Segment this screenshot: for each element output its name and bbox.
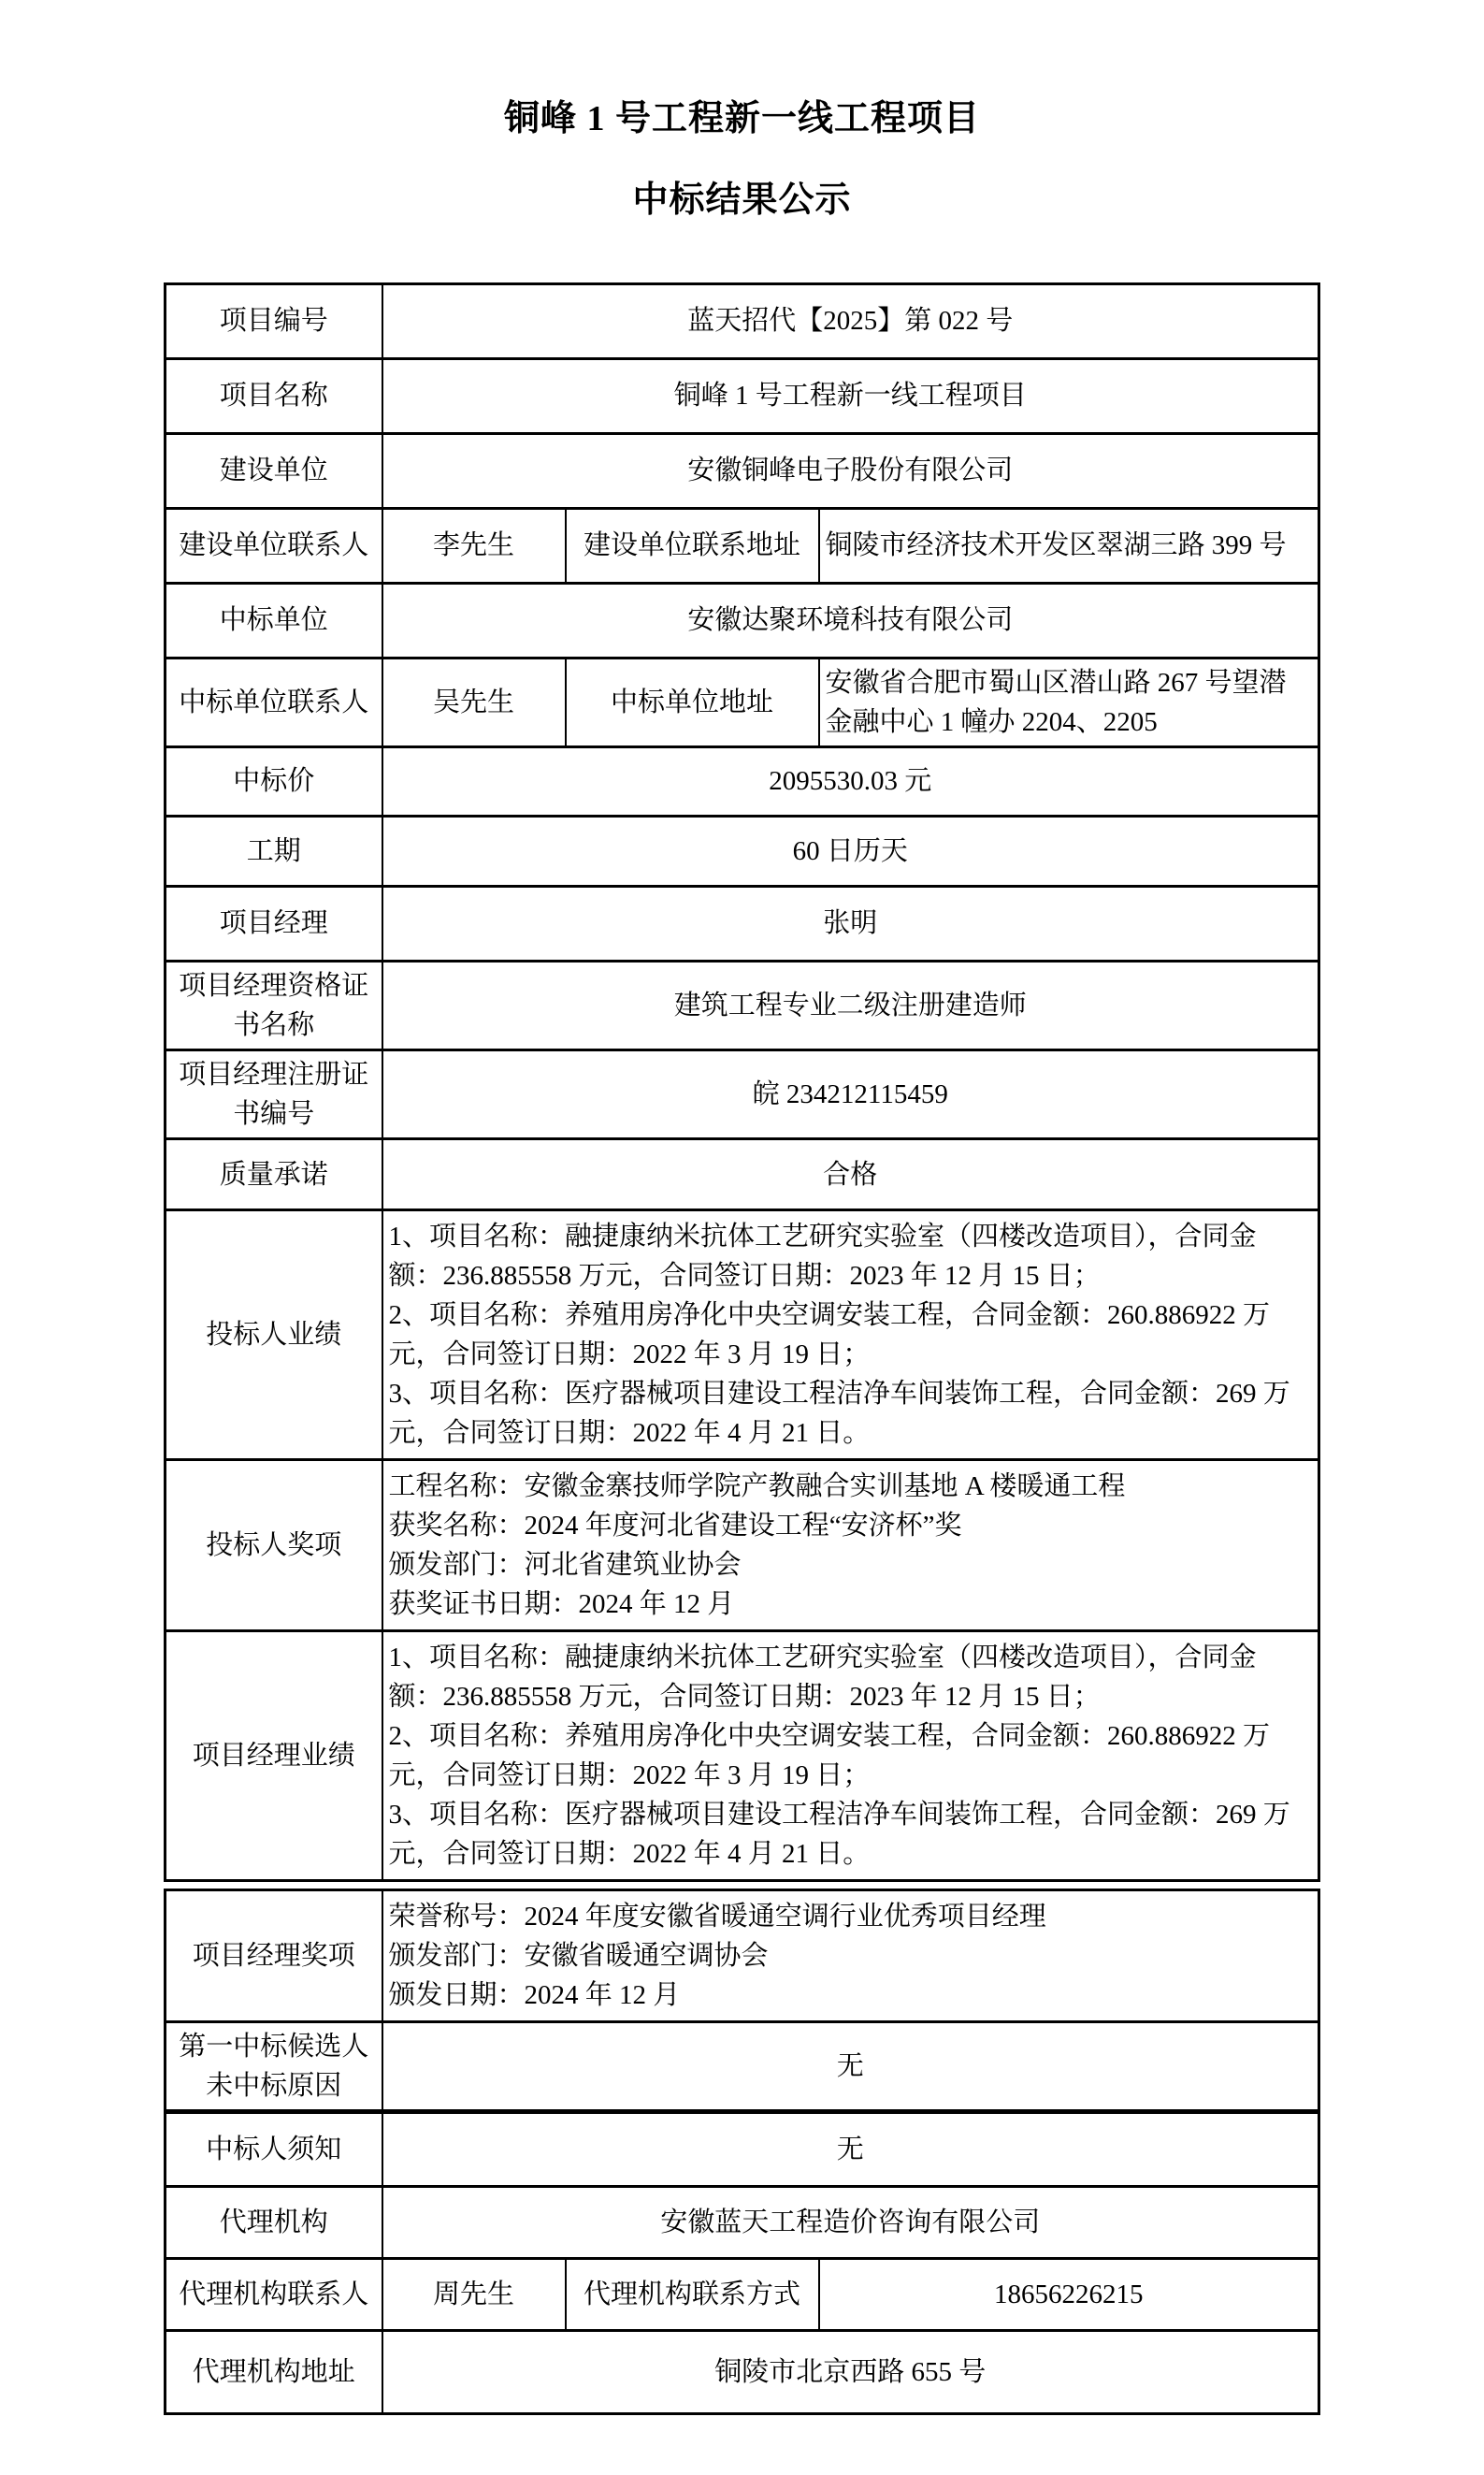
table-row	[166, 2187, 1319, 2259]
award-line: 荣誉称号：2024 年度安徽省暖通空调行业优秀项目经理	[388, 1902, 1046, 1932]
owner-address-label: 建设单位联系地址	[566, 508, 819, 583]
bid-result-table-upper	[164, 282, 1320, 1882]
winner-contact-value: 吴先生	[382, 658, 566, 746]
project-name-value: 铜峰 1 号工程新一线工程项目	[382, 358, 1319, 433]
agency-address-label: 代理机构地址	[166, 2331, 382, 2414]
award-line: 颁发部门：河北省建筑业协会	[388, 1550, 742, 1581]
winner-contact-label: 中标单位联系人	[166, 658, 382, 746]
pm-certificate-name-label: 项目经理资格证书名称	[166, 961, 382, 1049]
table-row	[166, 961, 1319, 1049]
winner-notice-value: 无	[382, 2112, 1319, 2187]
table-row	[166, 1049, 1319, 1138]
winner-unit-value: 安徽达聚环境科技有限公司	[382, 583, 1319, 658]
first-candidate-fail-reason-label: 第一中标候选人未中标原因	[166, 2022, 382, 2112]
table-row	[166, 508, 1319, 583]
table-row	[166, 1139, 1319, 1210]
table-row	[166, 816, 1319, 886]
agency-contact-value: 周先生	[382, 2259, 566, 2331]
owner-unit-label: 建设单位	[166, 433, 382, 508]
table-row	[166, 886, 1319, 961]
award-line: 获奖名称：2024 年度河北省建设工程“安济杯”奖	[388, 1511, 962, 1541]
bidder-performance-label: 投标人业绩	[166, 1210, 382, 1460]
first-candidate-fail-reason-value: 无	[382, 2022, 1319, 2112]
table-row	[166, 1460, 1319, 1631]
pm-certificate-name-value: 建筑工程专业二级注册建造师	[382, 961, 1319, 1049]
performance-item: 3、项目名称：医疗器械项目建设工程洁净车间装饰工程，合同金额：269 万元，合同签订日期：2022 年 4 月 21 日。	[388, 1800, 1290, 1870]
award-line: 颁发日期：2024 年 12 月	[388, 1980, 681, 2011]
owner-contact-label: 建设单位联系人	[166, 508, 382, 583]
table-row	[166, 2022, 1319, 2112]
table-row	[166, 358, 1319, 433]
owner-contact-value: 李先生	[382, 508, 566, 583]
table-row	[166, 746, 1319, 816]
document-title-line1: 铜峰 1 号工程新一线工程项目	[503, 99, 980, 138]
quality-promise-value: 合格	[382, 1139, 1319, 1210]
bidder-award-label: 投标人奖项	[166, 1460, 382, 1631]
table-row	[166, 658, 1319, 746]
award-line: 获奖证书日期：2024 年 12 月	[388, 1589, 735, 1620]
project-manager-label: 项目经理	[166, 886, 382, 961]
document-title-line2: 中标结果公示	[632, 181, 852, 221]
table-row	[166, 2331, 1319, 2414]
project-manager-value: 张明	[382, 886, 1319, 961]
bidder-performance-value	[382, 1210, 1319, 1460]
performance-item: 2、项目名称：养殖用房净化中央空调安装工程，合同金额：260.886922 万元，合同签订日期：2022 年 3 月 19 日；	[388, 1721, 1271, 1791]
pm-performance-value	[382, 1631, 1319, 1881]
table-row	[166, 433, 1319, 508]
winner-unit-label: 中标单位	[166, 583, 382, 658]
owner-unit-value: 安徽铜峰电子股份有限公司	[382, 433, 1319, 508]
performance-item: 3、项目名称：医疗器械项目建设工程洁净车间装饰工程，合同金额：269 万元，合同签订日期：2022 年 4 月 21 日。	[388, 1379, 1290, 1449]
winner-address-label: 中标单位地址	[566, 658, 819, 746]
bid-price-value: 2095530.03 元	[382, 746, 1319, 816]
bidder-award-value	[382, 1460, 1319, 1631]
award-line: 颁发部门：安徽省暖通空调协会	[388, 1941, 769, 1972]
quality-promise-label: 质量承诺	[166, 1139, 382, 1210]
award-line: 工程名称：安徽金寨技师学院产教融合实训基地 A 楼暖通工程	[388, 1471, 1126, 1502]
duration-label: 工期	[166, 816, 382, 886]
performance-item: 1、项目名称：融捷康纳米抗体工艺研究实验室（四楼改造项目），合同金额：236.885558 万元，合同签订日期：2023 年 12 月 15 日；	[388, 1643, 1257, 1713]
project-number-value: 蓝天招代【2025】第 022 号	[382, 283, 1319, 358]
table-row	[166, 2259, 1319, 2331]
project-name-label: 项目名称	[166, 358, 382, 433]
pm-registration-number-value: 皖 234212115459	[382, 1049, 1319, 1138]
performance-item: 2、项目名称：养殖用房净化中央空调安装工程，合同金额：260.886922 万元，合同签订日期：2022 年 3 月 19 日；	[388, 1300, 1271, 1370]
table-row	[166, 2112, 1319, 2187]
project-number-label: 项目编号	[166, 283, 382, 358]
table-row	[166, 1631, 1319, 1881]
agency-phone-value: 18656226215	[819, 2259, 1319, 2331]
table-row	[166, 583, 1319, 658]
winner-address-value: 安徽省合肥市蜀山区潜山路 267 号望潜金融中心 1 幢办 2204、2205	[819, 658, 1319, 746]
pm-award-value	[382, 1890, 1319, 2022]
table-row	[166, 1210, 1319, 1460]
winner-notice-label: 中标人须知	[166, 2112, 382, 2187]
duration-value: 60 日历天	[382, 816, 1319, 886]
pm-registration-number-label: 项目经理注册证书编号	[166, 1049, 382, 1138]
bid-result-table-lower	[164, 1889, 1320, 2415]
performance-item: 1、项目名称：融捷康纳米抗体工艺研究实验室（四楼改造项目），合同金额：236.885558 万元，合同签订日期：2023 年 12 月 15 日；	[388, 1222, 1257, 1292]
bid-price-label: 中标价	[166, 746, 382, 816]
pm-performance-label: 项目经理业绩	[166, 1631, 382, 1881]
owner-address-value: 铜陵市经济技术开发区翠湖三路 399 号	[819, 508, 1319, 583]
agency-label: 代理机构	[166, 2187, 382, 2259]
table-row	[166, 1890, 1319, 2022]
agency-contact-label: 代理机构联系人	[166, 2259, 382, 2331]
agency-phone-label: 代理机构联系方式	[566, 2259, 819, 2331]
agency-value: 安徽蓝天工程造价咨询有限公司	[382, 2187, 1319, 2259]
table-row	[166, 283, 1319, 358]
agency-address-value: 铜陵市北京西路 655 号	[382, 2331, 1319, 2414]
pm-award-label: 项目经理奖项	[166, 1890, 382, 2022]
